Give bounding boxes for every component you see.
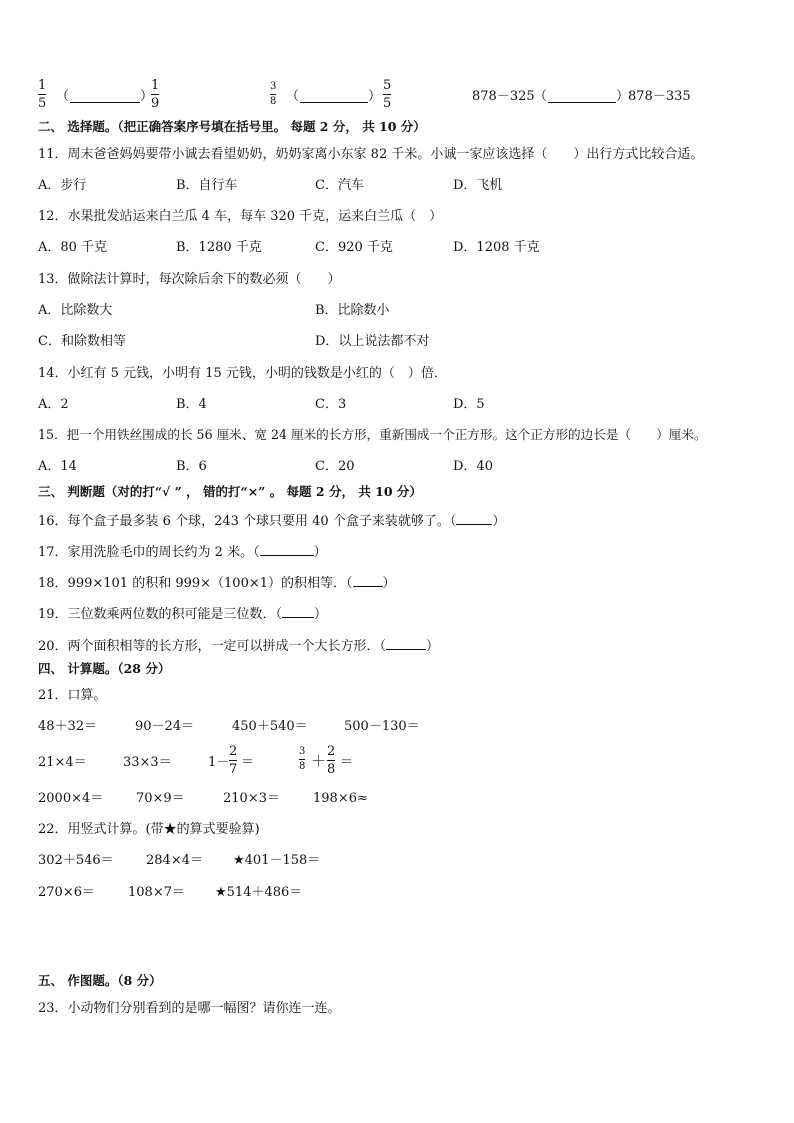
option-c[interactable]: C．和除数相等 — [38, 334, 126, 349]
option-b[interactable]: B．4 — [176, 397, 207, 412]
question-17: 17．家用洗脸毛巾的周长约为 2 米。（ ） — [38, 545, 327, 560]
question-16: 16．每个盒子最多装 6 个球，243 个球只要用 40 个盒子来装就够了。（ ） — [38, 514, 506, 529]
fraction — [151, 79, 159, 110]
section-title-judge: 三、 判断题（对的打“√ ” ， 错的打“×” 。 每题 2 分， 共 10 分） — [38, 484, 422, 499]
numerator: 5 — [383, 78, 392, 93]
option-c[interactable]: C．920 千克 — [315, 240, 393, 255]
question-12: 12．水果批发站运来白兰瓜 4 车，每车 320 千克，运来白兰瓜（ ） — [38, 209, 443, 224]
denominator: 5 — [383, 96, 392, 111]
option-d[interactable]: D．5 — [453, 397, 485, 412]
option-c[interactable]: C．汽车 — [315, 178, 364, 193]
question-18: 18．999×101 的积和 999×（100×1）的积相等．（ ） — [38, 576, 396, 591]
question-11: 11．周末爸爸妈妈要带小诚去看望奶奶，奶奶家离小东家 82 千米。小诚一家应该选择（ ）出行方式比较合适。 — [38, 147, 704, 162]
denominator: 8 — [327, 762, 336, 777]
answer-blank[interactable] — [386, 637, 426, 650]
numerator: 1 — [151, 78, 160, 93]
option-a[interactable]: A．2 — [38, 397, 69, 412]
paren-open: （ — [56, 89, 70, 104]
question-21-label: 21．口算。 — [38, 688, 107, 703]
section-title-calc: 四、 计算题。（28 分） — [38, 661, 171, 676]
section-title-draw: 五、 作图题。（8 分） — [38, 973, 162, 988]
fraction — [383, 79, 391, 110]
answer-blank[interactable] — [456, 512, 492, 525]
option-a[interactable]: A．比除数大 — [38, 303, 113, 318]
oral-calc: 48＋32＝ — [38, 719, 98, 734]
denominator: 8 — [299, 761, 306, 772]
section-title-choice: 二、 选择题。（把正确答案序号填在括号里。 每题 2 分， 共 10 分） — [38, 119, 426, 134]
fraction — [299, 747, 305, 772]
oral-calc: 2000×4＝ — [38, 791, 104, 806]
vertical-calc: 270×6＝ — [38, 885, 95, 900]
vertical-calc: 108×7＝ — [128, 885, 185, 900]
fraction — [229, 745, 237, 776]
oral-calc: 21×4＝ — [38, 755, 87, 770]
oral-calc: 198×6≈ — [313, 791, 368, 806]
question-22-label: 22．用竖式计算。(带★的算式要验算) — [38, 822, 260, 837]
oral-calc: 70×9＝ — [136, 791, 185, 806]
answer-blank[interactable] — [300, 90, 368, 103]
oral-calc: 90－24＝ — [135, 719, 195, 734]
expression-right: 878－335 — [628, 89, 691, 104]
fraction — [38, 79, 46, 110]
question-23: 23．小动物们分别看到的是哪一幅图？请你连一连。 — [38, 1001, 341, 1016]
paren-close: ） — [368, 89, 382, 104]
option-a[interactable]: A．步行 — [38, 178, 87, 193]
paren-close: ） — [140, 89, 154, 104]
oral-calc: 450＋540＝ — [232, 719, 308, 734]
answer-blank[interactable] — [260, 543, 314, 556]
question-15: 15．把一个用铁丝围成的长 56 厘米、宽 24 厘米的长方形，重新围成一个正方形。这个正方形的边长是（ ）厘米。 — [38, 427, 707, 442]
option-d[interactable]: D．40 — [453, 459, 493, 474]
expression-left: 878－325 — [472, 89, 535, 104]
numerator: 2 — [229, 744, 238, 759]
vertical-calc: 284×4＝ — [146, 853, 203, 868]
numerator: 1 — [38, 78, 47, 93]
answer-blank[interactable] — [282, 605, 314, 618]
denominator: 5 — [38, 96, 47, 111]
paren-open: （ — [534, 89, 548, 104]
question-14: 14．小红有 5 元钱，小明有 15 元钱，小明的钱数是小红的（ ）倍． — [38, 366, 447, 381]
denominator: 7 — [229, 762, 238, 777]
option-b[interactable]: B．6 — [176, 459, 207, 474]
question-13: 13．做除法计算时，每次除后余下的数必须（ ） — [38, 272, 341, 287]
answer-blank[interactable] — [70, 90, 140, 103]
option-d[interactable]: D．以上说法都不对 — [315, 334, 430, 349]
option-c[interactable]: C．3 — [315, 397, 347, 412]
paren-open: （ — [286, 89, 300, 104]
vertical-calc: ★514＋486＝ — [215, 885, 303, 900]
numerator: 3 — [270, 81, 277, 92]
answer-blank[interactable] — [353, 574, 383, 587]
option-a[interactable]: A．80 千克 — [38, 240, 108, 255]
option-a[interactable]: A．14 — [38, 459, 77, 474]
option-c[interactable]: C．20 — [315, 459, 355, 474]
denominator: 9 — [151, 96, 160, 111]
numerator: 3 — [299, 746, 306, 757]
oral-calc: 33×3＝ — [123, 755, 172, 770]
option-d[interactable]: D．1208 千克 — [453, 240, 540, 255]
paren-close: ） — [616, 89, 630, 104]
question-19: 19．三位数乘两位数的积可能是三位数．（ ） — [38, 607, 328, 622]
option-b[interactable]: B．比除数小 — [315, 303, 390, 318]
denominator: 8 — [270, 96, 277, 107]
oral-calc: 500－130＝ — [344, 719, 420, 734]
option-b[interactable]: B．1280 千克 — [176, 240, 262, 255]
answer-blank[interactable] — [548, 90, 616, 103]
vertical-calc: 302＋546＝ — [38, 853, 114, 868]
oral-calc: 210×3＝ — [223, 791, 280, 806]
numerator: 2 — [327, 744, 336, 759]
option-b[interactable]: B．自行车 — [176, 178, 238, 193]
question-20: 20．两个面积相等的长方形，一定可以拼成一个大长方形．（ ） — [38, 639, 440, 654]
fraction — [270, 82, 276, 107]
option-d[interactable]: D．飞机 — [453, 178, 503, 193]
vertical-calc: ★401－158＝ — [233, 853, 321, 868]
fraction — [327, 745, 335, 776]
